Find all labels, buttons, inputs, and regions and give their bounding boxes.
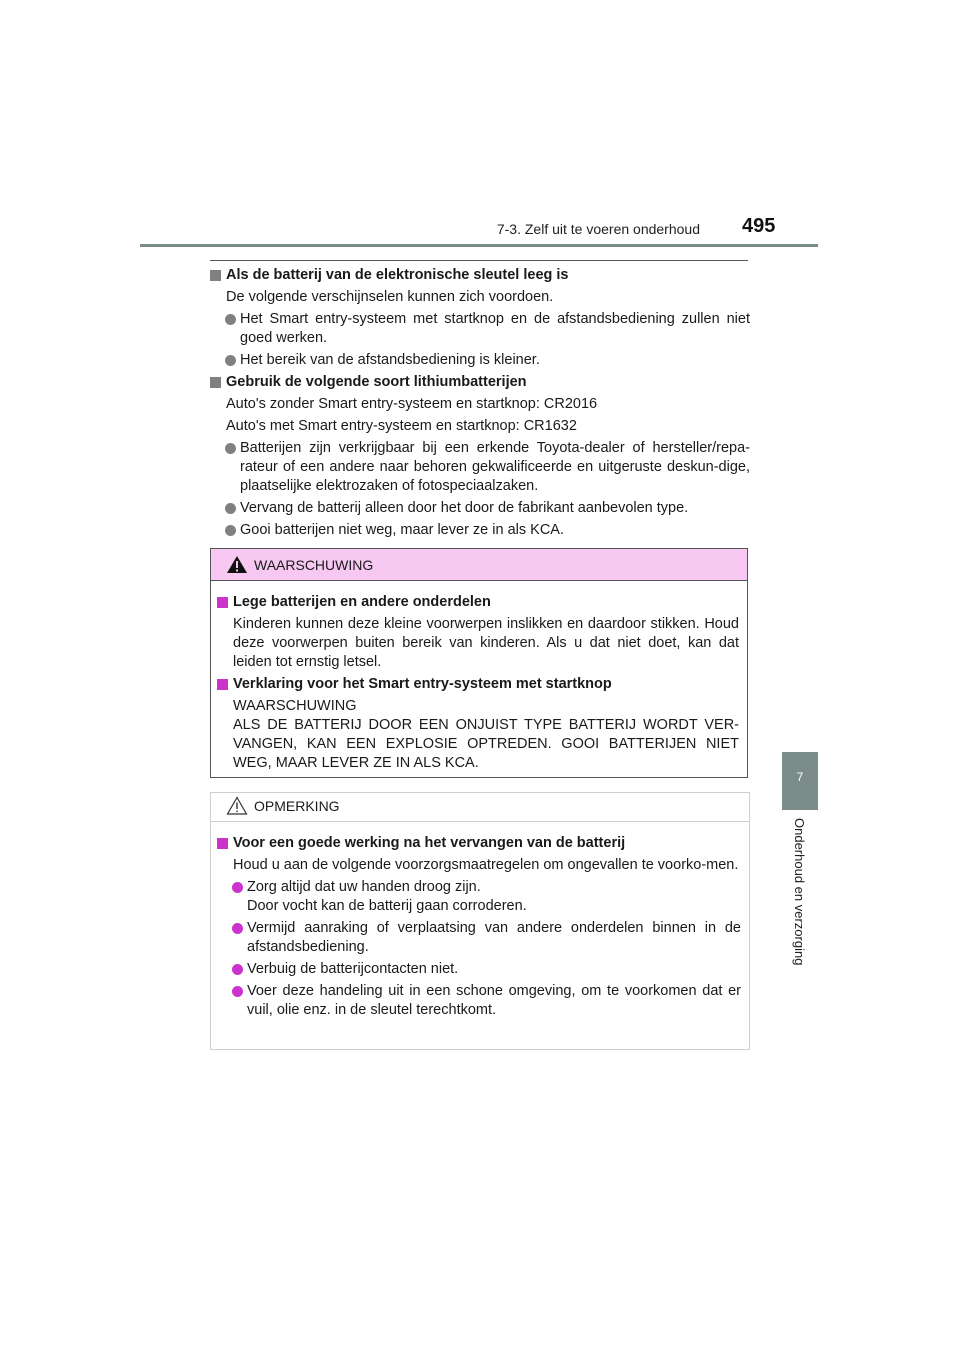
square-bullet-icon (210, 377, 221, 388)
list-item: Verbuig de batterijcontacten niet. (217, 960, 741, 979)
note-header (211, 793, 749, 822)
list-item: Vervang de batterij alleen door het door de fabrikant aanbevolen type. (210, 499, 750, 518)
circle-bullet-icon (225, 443, 236, 454)
square-bullet-icon (217, 838, 228, 849)
paragraph: ALS DE BATTERIJ DOOR EEN ONJUIST TYPE BATTERIJ WORDT VER-VANGEN, KAN EEN EXPLOSIE OPTREDEN. GOOI BATTERIJEN NIET WEG, MAAR LEVER ZE IN ALS KCA. (233, 717, 739, 771)
warning-item-heading: Lege batterijen en andere onderdelen (217, 593, 739, 612)
list-item: Gooi batterijen niet weg, maar lever ze in als KCA. (210, 521, 750, 540)
section-title: 7-3. Zelf uit te voeren onderhoud (496, 221, 700, 237)
square-bullet-icon (217, 597, 228, 608)
section-heading: Gebruik de volgende soort lithiumbatterijen (210, 373, 750, 392)
list-item: Het bereik van de afstandsbediening is kleiner. (210, 351, 750, 370)
circle-bullet-icon (225, 503, 236, 514)
note-body (211, 822, 749, 1020)
circle-bullet-icon (232, 882, 243, 893)
circle-bullet-icon (225, 355, 236, 366)
warning-item-heading: Verklaring voor het Smart entry-systeem met startknop (217, 675, 739, 694)
main-content (210, 266, 750, 543)
warning-box (210, 548, 748, 778)
content-divider (210, 260, 748, 261)
square-bullet-icon (217, 679, 228, 690)
paragraph: Houd u aan de volgende voorzorgsmaatregelen om ongevallen te voorko-men. (233, 857, 739, 873)
circle-bullet-icon (232, 923, 243, 934)
warning-body (211, 581, 747, 773)
section-heading: Als de batterij van de elektronische sleutel leeg is (210, 266, 750, 285)
paragraph: WAARSCHUWING (233, 698, 357, 714)
header-rule (140, 244, 818, 247)
circle-bullet-icon (232, 986, 243, 997)
square-bullet-icon (210, 270, 221, 281)
paragraph: Kinderen kunnen deze kleine voorwerpen inslikken en daardoor stikken. Houd deze voorwerpen buiten bereik van kinderen. Als u dat niet doet, kan dat leiden tot ernstig letsel. (233, 616, 739, 670)
warning-header (211, 549, 747, 581)
page-number: 495 (742, 215, 776, 237)
note-label: OPMERKING (254, 798, 340, 814)
circle-bullet-icon (225, 314, 236, 325)
circle-bullet-icon (225, 525, 236, 536)
list-item: Voer deze handeling uit in een schone omgeving, om te voorkomen dat er vuil, olie enz. in de sleutel terechtkomt. (217, 982, 741, 1020)
note-box (210, 792, 750, 1050)
note-item-heading: Voor een goede werking na het vervangen van de batterij (217, 834, 741, 853)
paragraph: Auto's zonder Smart entry-systeem en startknop: CR2016 (226, 396, 598, 412)
warning-triangle-icon (226, 555, 248, 574)
list-item: Het Smart entry-systeem met startknop en de afstandsbediening zullen niet goed werken. (210, 310, 750, 348)
paragraph: Auto's met Smart entry-systeem en startknop: CR1632 (226, 418, 577, 434)
circle-bullet-icon (232, 964, 243, 975)
chapter-label: Onderhoud en verzorging (792, 818, 807, 966)
list-item: Vermijd aanraking of verplaatsing van andere onderdelen binnen in de afstandsbediening. (217, 919, 741, 957)
chapter-tab: 7 (782, 752, 818, 810)
warning-label: WAARSCHUWING (254, 557, 374, 573)
list-item: Zorg altijd dat uw handen droog zijn. Door vocht kan de batterij gaan corroderen. (217, 878, 741, 916)
caution-triangle-icon (226, 796, 248, 815)
list-item: Batterijen zijn verkrijgbaar bij een erkende Toyota-dealer of hersteller/repa-rateur of een andere naar behoren gekwalificeerde en uitgeruste deskun-dige, plaatselijke elektrozaken of fotospeciaalzaken. (210, 439, 750, 496)
paragraph: De volgende verschijnselen kunnen zich voordoen. (226, 289, 554, 305)
